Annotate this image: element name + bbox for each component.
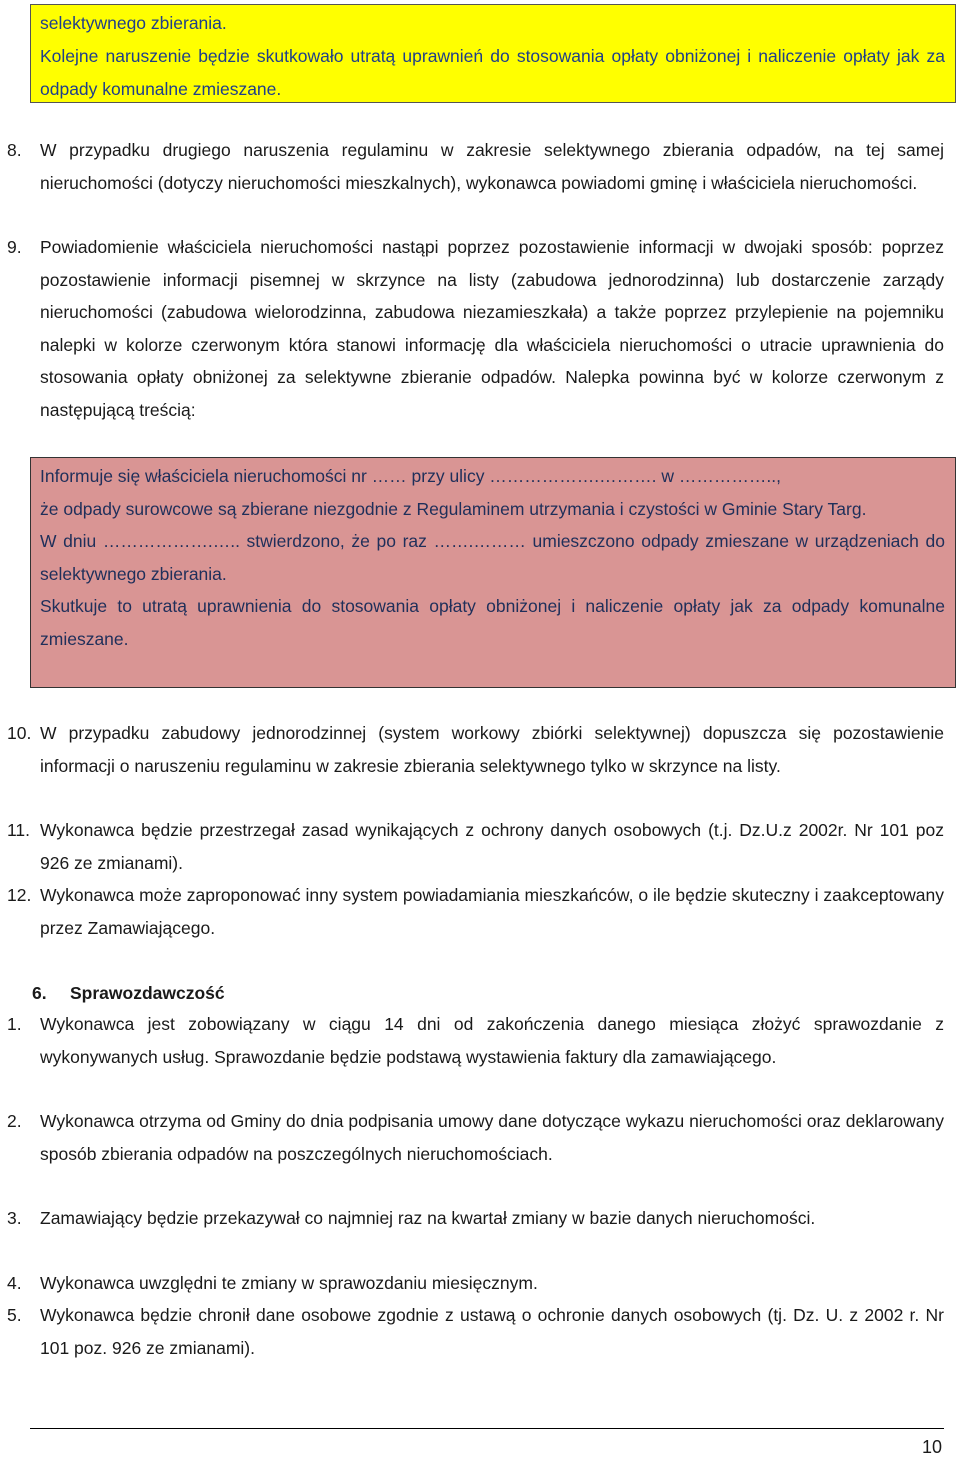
section-title: Sprawozdawczość	[70, 983, 225, 1003]
item-number: 4.	[7, 1273, 22, 1293]
item-number: 2.	[7, 1111, 22, 1131]
footer-divider	[30, 1428, 944, 1429]
item-text: Zamawiający będzie przekazywał co najmniej raz na kwartał zmiany w bazie danych nieruchomości.	[40, 1208, 816, 1228]
list-item-s5	[0, 1299, 960, 1364]
list-item-s2	[0, 1105, 960, 1170]
item-text: Wykonawca może zaproponować inny system powiadamiania mieszkańców, o ile będzie skuteczny i zaakceptowany przez Zamawiającego.	[40, 885, 944, 938]
item-text: Wykonawca otrzyma od Gminy do dnia podpisania umowy dane dotyczące wykazu nieruchomości oraz deklarowany sposób zbierania odpadów na poszczególnych nieruchomościach.	[40, 1111, 944, 1164]
list-item-s1	[0, 1008, 960, 1073]
item-number: 12.	[7, 885, 32, 905]
item-text: W przypadku drugiego naruszenia regulaminu w zakresie selektywnego zbierania odpadów, na tej samej nieruchomości (dotyczy nieruchomości mieszkalnych), wykonawca powiadomi gminę i właściciela nieruchomości.	[40, 140, 944, 193]
yellow-line-2: Kolejne naruszenie będzie skutkowało utratą uprawnień do stosowania opłaty obniżonej i naliczenie opłaty jak za odpady komunalne zmieszane.	[40, 46, 945, 99]
list-item-8	[0, 134, 960, 199]
sticker-text-box	[30, 457, 956, 688]
item-text: W przypadku zabudowy jednorodzinnej (system workowy zbiórki selektywnej) dopuszcza się pozostawienie informacji o naruszeniu regulaminu w zakresie zbierania selektywnego tylko w skrzynce na listy.	[40, 723, 944, 776]
list-item-9	[0, 231, 960, 426]
section-heading	[32, 977, 225, 1009]
list-item-12	[0, 879, 960, 944]
item-number: 11.	[7, 820, 31, 840]
item-text: Wykonawca będzie przestrzegał zasad wynikających z ochrony danych osobowych (t.j. Dz.U.z 2002r. Nr 101 poz 926 ze zmianami).	[40, 820, 944, 873]
item-text: Powiadomienie właściciela nieruchomości nastąpi poprzez pozostawienie informacji w dwojaki sposób: poprzez pozostawienie informacji pisemnej w skrzynce na listy (zabudowa jednorodzinna) lub dostarczenie zarządy nieruchomości (zabudowa wielorodzinna, zabudowa niezamieszkała) a także poprzez przylepienie na pojemniku nalepki w kolorze czerwonym która stanowi informację dla właściciela nieruchomości o utracie uprawnienia do stosowania opłaty obniżonej za selektywne zbieranie odpadów. Nalepka powinna być w kolorze czerwonym z następującą treścią:	[40, 237, 944, 420]
item-number: 10.	[7, 723, 32, 743]
highlight-box-yellow	[30, 4, 956, 103]
sticker-line-1: Informuje się właściciela nieruchomości nr …… przy ulicy ……………….………. w ……………..,	[40, 466, 781, 486]
page-number: 10	[921, 1437, 942, 1457]
section-number: 6.	[32, 983, 47, 1003]
item-number: 5.	[7, 1305, 22, 1325]
item-text: Wykonawca uwzględni te zmiany w sprawozdaniu miesięcznym.	[40, 1273, 538, 1293]
list-item-11	[0, 814, 960, 879]
list-item-10	[0, 717, 960, 782]
sticker-line-2: że odpady surowcowe są zbierane niezgodnie z Regulaminem utrzymania i czystości w Gminie Stary Targ.	[40, 498, 867, 519]
yellow-line-1: selektywnego zbierania.	[40, 13, 227, 33]
item-number: 8.	[7, 140, 22, 160]
item-number: 9.	[7, 237, 22, 257]
item-number: 3.	[7, 1208, 22, 1228]
item-text: Wykonawca jest zobowiązany w ciągu 14 dni od zakończenia danego miesiąca złożyć sprawozdanie z wykonywanych usług. Sprawozdanie będzie podstawą wystawienia faktury dla zamawiającego.	[40, 1014, 944, 1067]
list-item-s4	[0, 1267, 960, 1300]
sticker-line-4: Skutkuje to utratą uprawnienia do stosowania opłaty obniżonej i naliczenie opłaty jak za odpady komunalne zmieszane.	[40, 596, 945, 649]
sticker-line-3: W dniu ……………….….. stwierdzono, że po raz …….……… umieszczono odpady zmieszane w urządzeniach do selektywnego zbierania.	[40, 531, 945, 584]
item-number: 1.	[7, 1014, 22, 1034]
item-text: Wykonawca będzie chronił dane osobowe zgodnie z ustawą o ochronie danych osobowych (tj. Dz. U. z 2002 r. Nr 101 poz. 926 ze zmianami).	[40, 1305, 944, 1358]
list-item-s3	[0, 1202, 960, 1235]
